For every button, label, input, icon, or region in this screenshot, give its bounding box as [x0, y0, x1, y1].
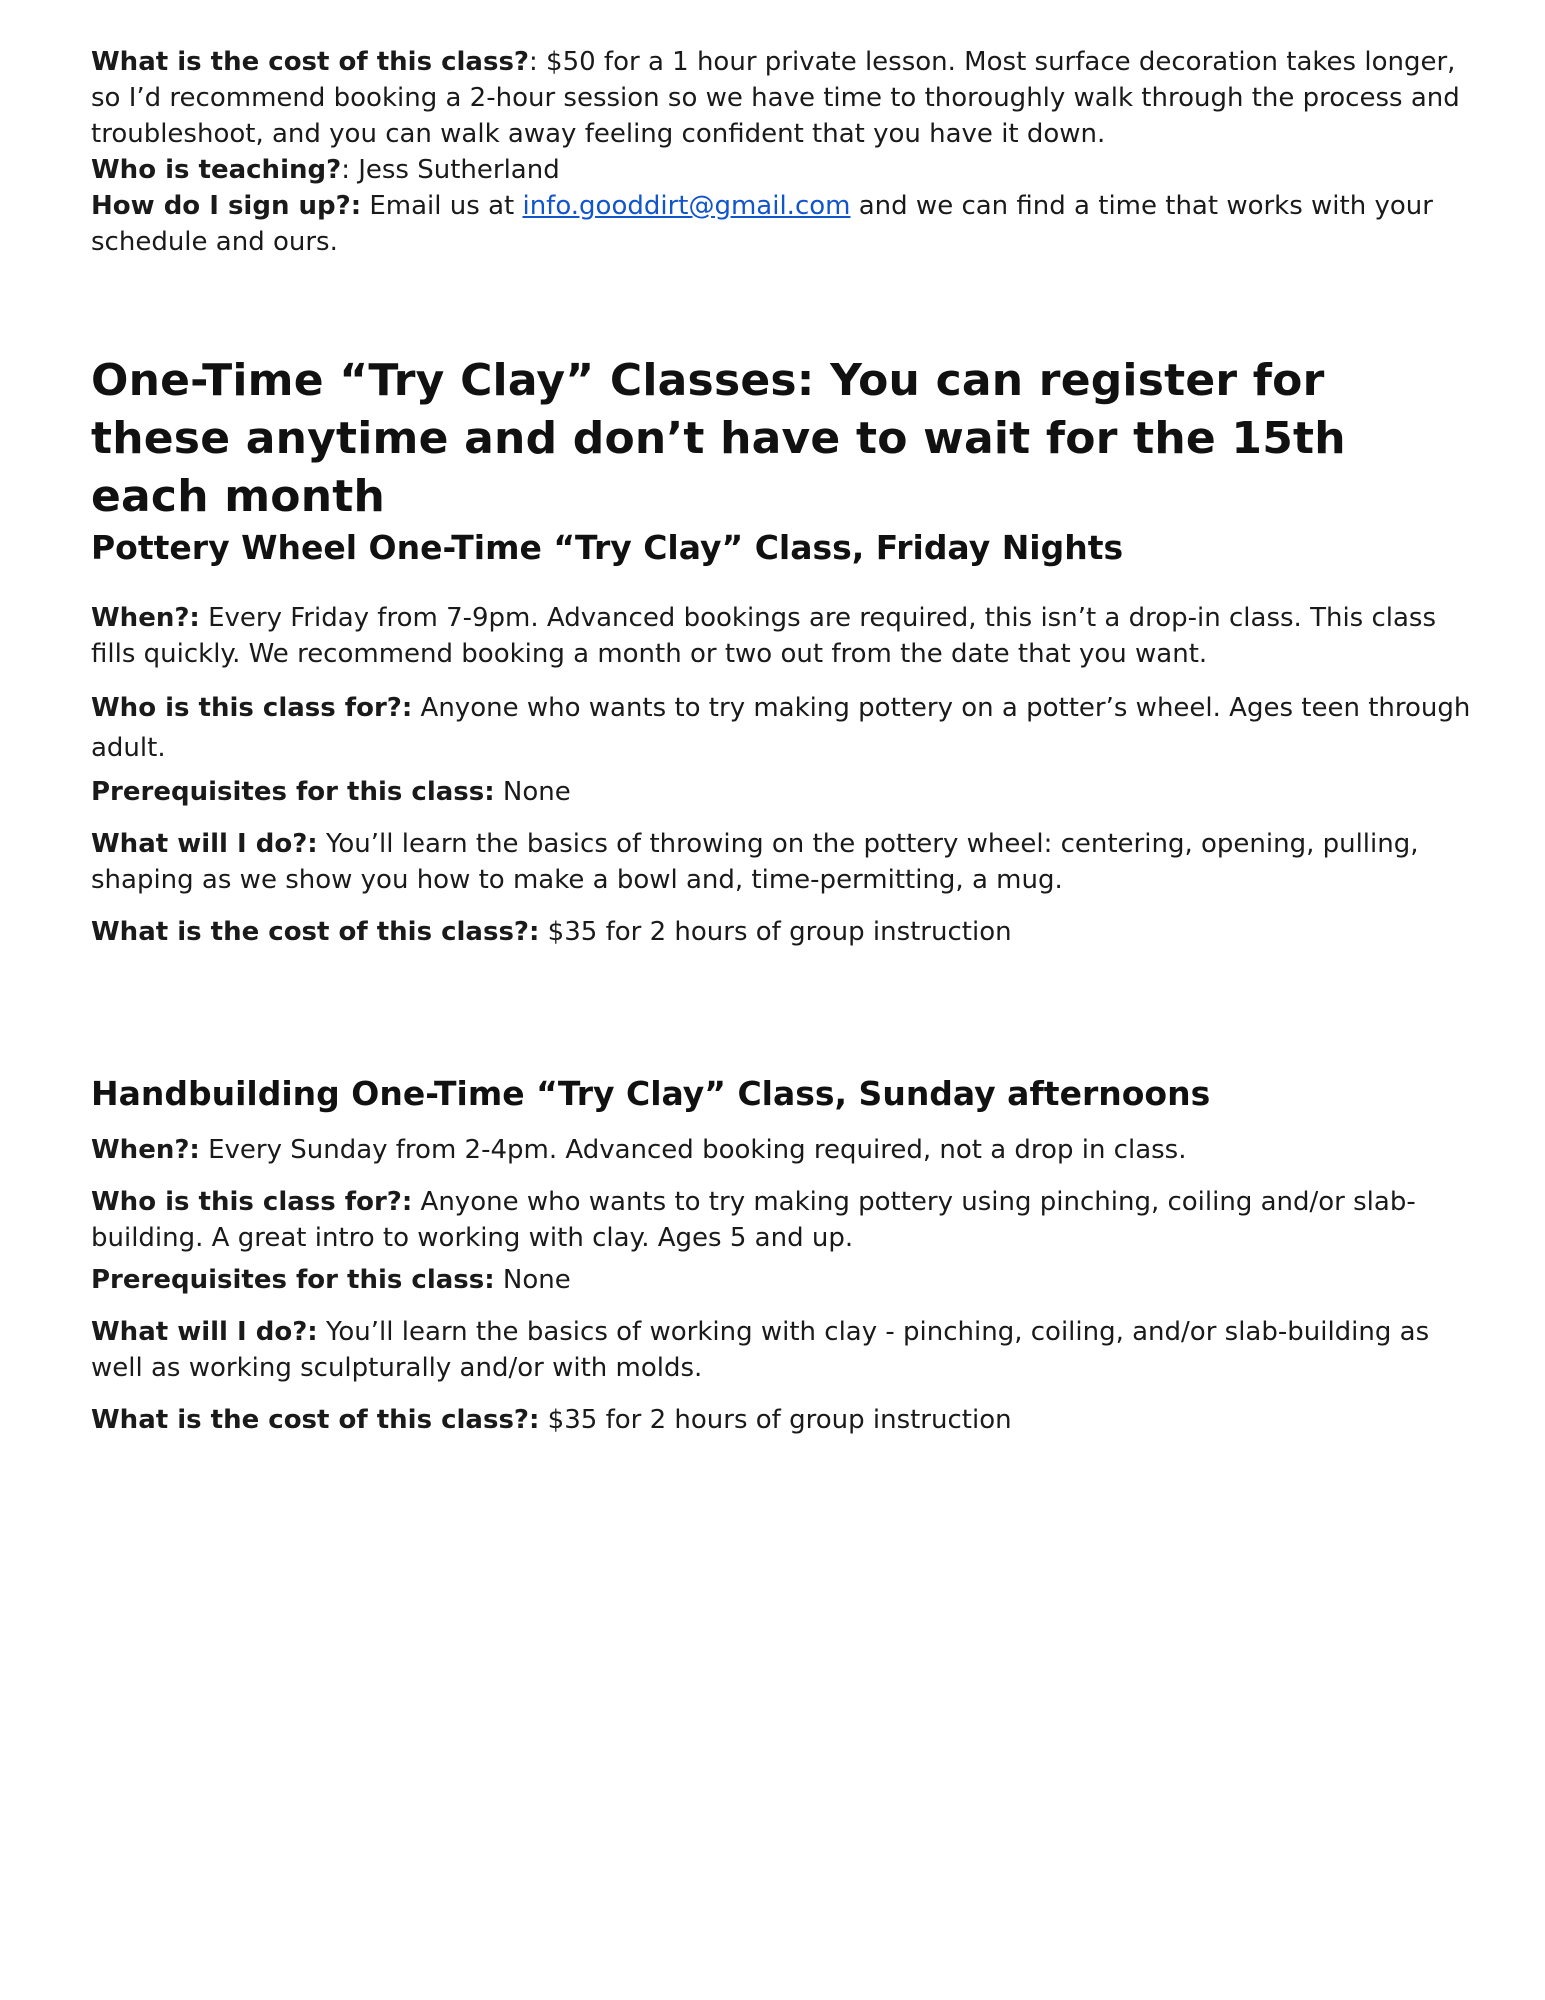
handbuilding-cost-text: $35 for 2 hours of group instruction — [539, 1405, 1012, 1435]
wheel-prereq-text: None — [494, 777, 571, 807]
handbuilding-when-label: When?: — [91, 1135, 200, 1165]
intro-signup-text-after: and we can find a time that works with your schedule and ours. — [91, 191, 1433, 257]
intro-teacher-label: Who is teaching? — [91, 155, 342, 185]
wheel-when-text: Every Friday from 7-9pm. Advanced bookings are required, this isn’t a drop-in class. This class fills quickly. We recommend booking a month or two out from the date that you want. — [91, 603, 1437, 669]
handbuilding-class-title: Handbuilding One-Time “Try Clay” Class, Sunday afternoons — [91, 1074, 1211, 1113]
handbuilding-cost-paragraph — [91, 1402, 1471, 1438]
handbuilding-do-label: What will I do?: — [91, 1317, 318, 1347]
handbuilding-prereq-text: None — [494, 1265, 571, 1295]
wheel-class-title: Pottery Wheel One-Time “Try Clay” Class, Friday Nights — [91, 528, 1124, 567]
handbuilding-prereq-paragraph — [91, 1262, 1471, 1298]
wheel-who-paragraph — [91, 688, 1471, 768]
wheel-when-paragraph — [91, 600, 1471, 672]
intro-cost-label: What is the cost of this class? — [91, 47, 530, 77]
intro-cost-paragraph — [91, 44, 1471, 152]
wheel-when-label: When?: — [91, 603, 200, 633]
wheel-cost-text: $35 for 2 hours of group instruction — [539, 917, 1012, 947]
handbuilding-cost-label: What is the cost of this class?: — [91, 1405, 540, 1435]
intro-signup-text-before: Email us at — [361, 191, 523, 221]
handbuilding-do-paragraph — [91, 1314, 1471, 1386]
intro-teacher-text: : Jess Sutherland — [341, 155, 560, 185]
wheel-prereq-label: Prerequisites for this class: — [91, 777, 495, 807]
wheel-prereq-paragraph — [91, 774, 1471, 810]
handbuilding-when-paragraph — [91, 1132, 1471, 1168]
email-link[interactable]: info.gooddirt@gmail.com — [522, 191, 851, 221]
wheel-who-label: Who is this class for?: — [91, 693, 413, 723]
section-title: One-Time “Try Clay” Classes: You can register for these anytime and don’t have to wait for the 15th each month — [91, 355, 1346, 522]
handbuilding-who-text: Anyone who wants to try making pottery using pinching, coiling and/or slab-building. A great intro to working with clay. Ages 5 and up. — [91, 1187, 1416, 1253]
intro-signup-label: How do I sign up?: — [91, 191, 362, 221]
handbuilding-do-text: You’ll learn the basics of working with clay - pinching, coiling, and/or slab-building as well as working sculpturally and/or with molds. — [91, 1317, 1430, 1383]
wheel-do-text: You’ll learn the basics of throwing on the pottery wheel: centering, opening, pulling, shaping as we show you how to make a bowl and, time-permitting, a mug. — [91, 829, 1419, 895]
handbuilding-who-label: Who is this class for?: — [91, 1187, 413, 1217]
document-page — [91, 44, 1471, 1438]
intro-signup-paragraph — [91, 188, 1471, 260]
handbuilding-prereq-label: Prerequisites for this class: — [91, 1265, 495, 1295]
handbuilding-when-text: Every Sunday from 2-4pm. Advanced booking required, not a drop in class. — [199, 1135, 1187, 1165]
wheel-cost-paragraph — [91, 914, 1471, 950]
wheel-do-paragraph — [91, 826, 1471, 898]
wheel-do-label: What will I do?: — [91, 829, 318, 859]
intro-cost-text: : $50 for a 1 hour private lesson. Most surface decoration takes longer, so I’d recommend booking a 2-hour session so we have time to thoroughly walk through the process and troubleshoot, and you can walk away feeling confident that you have it down. — [91, 47, 1460, 149]
wheel-cost-label: What is the cost of this class?: — [91, 917, 540, 947]
intro-teacher-paragraph — [91, 152, 1471, 188]
handbuilding-who-paragraph — [91, 1184, 1471, 1256]
wheel-who-text: Anyone who wants to try making pottery on a potter’s wheel. Ages teen through adult. — [91, 693, 1471, 763]
